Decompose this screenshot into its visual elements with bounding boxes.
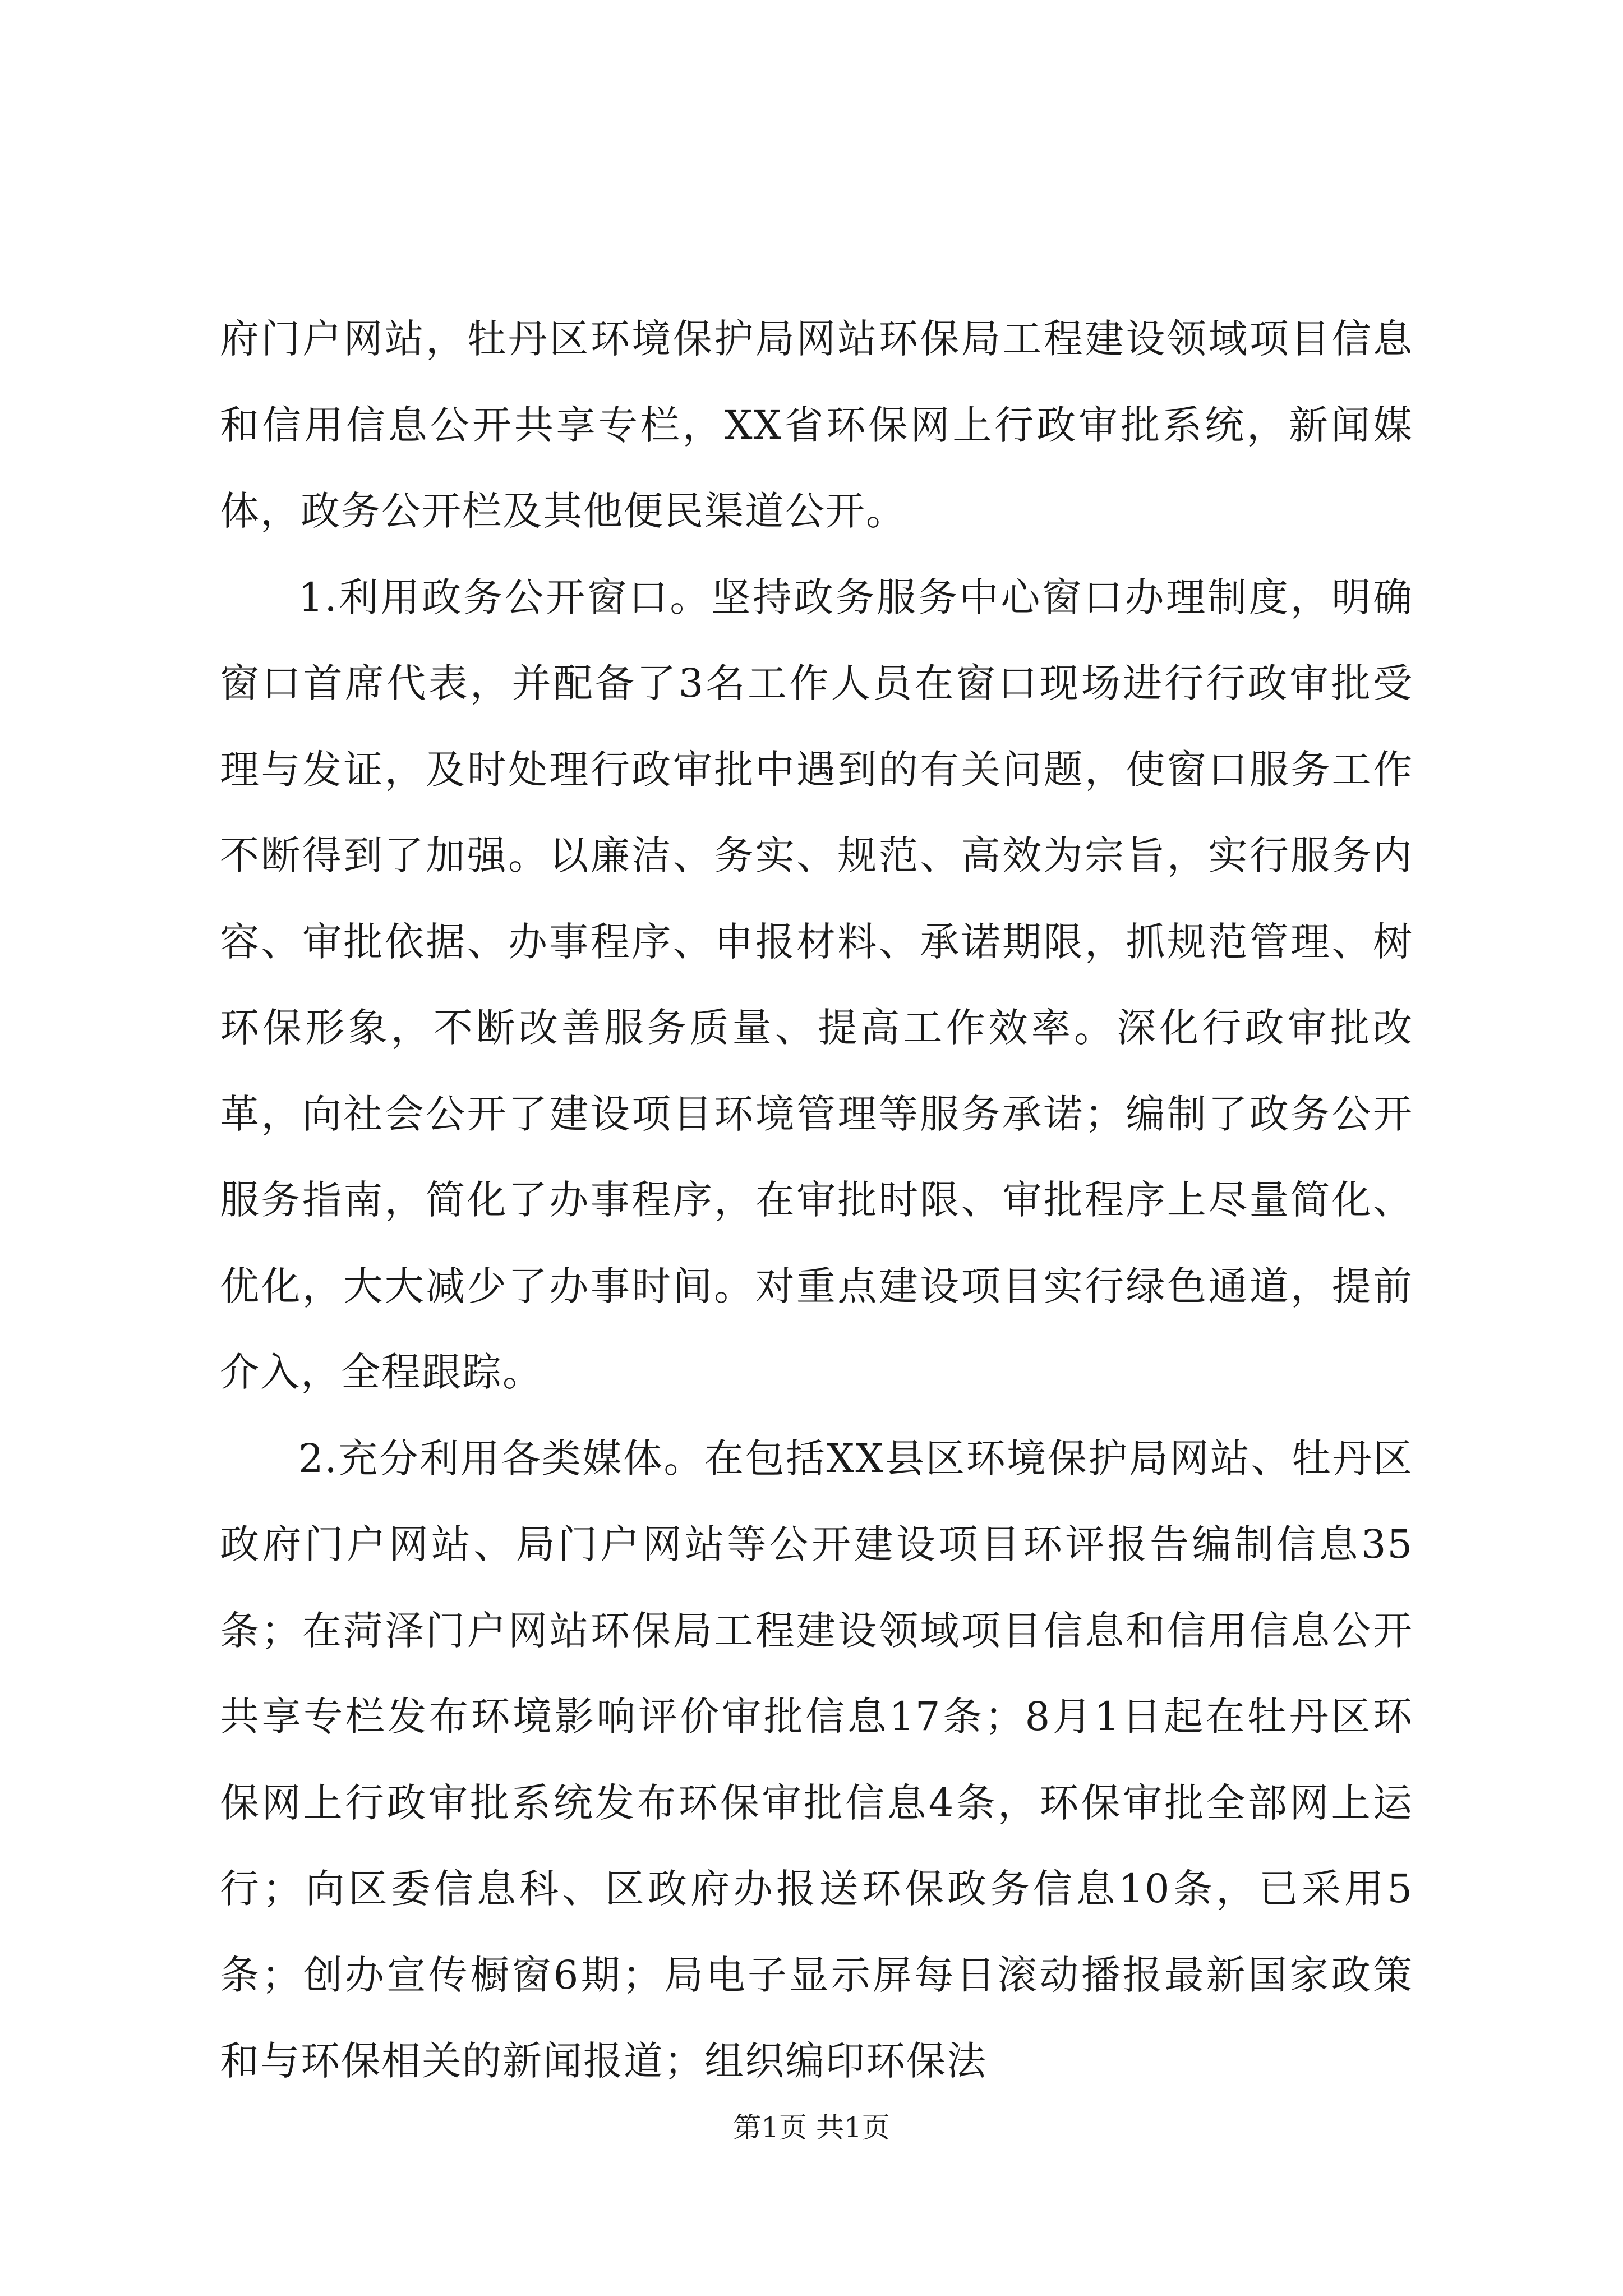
paragraph-section-2: 2.充分利用各类媒体。在包括XX县区环境保护局网站、牡丹区政府门户网站、局门户网站等公开建设项目环评报告编制信息35条；在菏泽门户网站环保局工程建设领域项目信息和信用信息公开共享专栏发布环境影响评价审批信息17条；8月1日起在牡丹区环保网上行政审批系统发布环保审批信息4条，环保审批全部网上运行；向区委信息科、区政府办报送环保政务信息10条，已采用5条；创办宣传橱窗6期；局电子显示屏每日滚动播报最新国家政策和与环保相关的新闻报道；组织编印环保法 (220, 1435, 1413, 2084)
body-text (220, 296, 1413, 2105)
page-footer: 第1页 共1页 (733, 2111, 890, 2144)
paragraph-section-1: 1.利用政务公开窗口。坚持政务服务中心窗口办理制度，明确窗口首席代表，并配备了3名工作人员在窗口现场进行行政审批受理与发证，及时处理行政审批中遇到的有关问题，使窗口服务工作不断得到了加强。以廉洁、务实、规范、高效为宗旨，实行服务内容、审批依据、办事程序、申报材料、承诺期限，抓规范管理、树环保形象，不断改善服务质量、提高工作效率。深化行政审批改革，向社会公开了建设项目环境管理等服务承诺；编制了政务公开服务指南，简化了办事程序，在审批时限、审批程序上尽量简化、优化，大大减少了办事时间。对重点建设项目实行绿色通道，提前介入，全程跟踪。 (220, 574, 1413, 1395)
paragraph-continuation: 府门户网站，牡丹区环境保护局网站环保局工程建设领域项目信息和信用信息公开共享专栏，XX省环保网上行政审批系统，新闻媒体，政务公开栏及其他便民渠道公开。 (220, 316, 1413, 534)
